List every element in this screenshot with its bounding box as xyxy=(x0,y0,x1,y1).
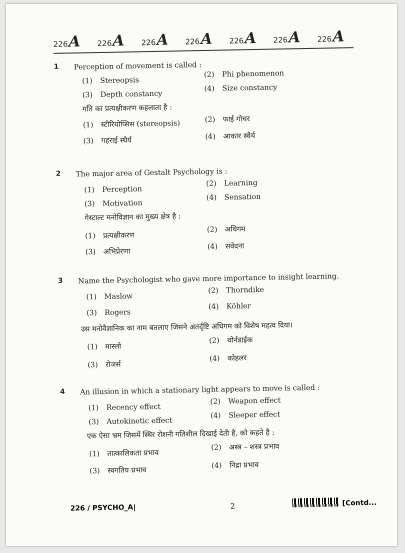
question-text-en: Perception of movement is called : xyxy=(73,60,202,72)
option-en-2: (2) Learning xyxy=(205,177,258,188)
question-text-en: An illusion in which a stationary light appears to move is called : xyxy=(79,382,320,397)
option-en-1: (1) Stereopsis xyxy=(81,75,140,86)
header-segment: 226A xyxy=(53,32,81,51)
option-hi-1: (1) मास्लो xyxy=(87,341,122,352)
option-hi-3: (3) स्वगतिय प्रभाव xyxy=(89,465,147,476)
header-segment: 226A xyxy=(141,30,169,49)
option-en-3: (3) Autokinetic effect xyxy=(88,415,173,427)
continued-label: [Contd... xyxy=(342,498,377,508)
option-en-4: (4) Size constancy xyxy=(204,82,278,93)
paper-code: 226 / PSYCHO_A| xyxy=(70,503,136,513)
option-en-1: (1) Recency effect xyxy=(88,401,161,413)
option-hi-4: (4) आकार स्थैर्य xyxy=(205,131,256,141)
option-en-4: (4) Sleeper effect xyxy=(210,409,281,420)
barcode xyxy=(292,498,338,508)
option-en-2: (2) Phi phenomenon xyxy=(203,68,285,79)
option-hi-1: (1) स्टीरियोप्सिस (stereopsis) xyxy=(82,118,181,130)
document-page xyxy=(6,4,397,546)
header-segment: 226A xyxy=(229,28,257,48)
question-text-en: The major area of Gestalt Psychology is : xyxy=(75,166,228,179)
option-hi-3: (3) रोजर्स xyxy=(87,359,121,370)
page-content xyxy=(6,4,397,546)
question-2 xyxy=(56,164,358,260)
question-text-en: Name the Psychologist who gave more importance to insight learning. xyxy=(77,271,339,286)
option-en-2: (2) Thorndike xyxy=(208,284,265,295)
question-text-hi: गेस्टाल्ट मनोविज्ञान का मुख्य क्षेत्र है : xyxy=(84,211,181,223)
page-footer xyxy=(70,498,377,525)
question-number: 3 xyxy=(57,276,63,285)
option-en-4: (4) Sensation xyxy=(206,191,261,202)
option-en-1: (1) Maslow xyxy=(86,291,133,302)
question-1 xyxy=(54,57,356,153)
option-hi-4: (4) निद्रा प्रभाव xyxy=(211,460,259,470)
page-number: 2 xyxy=(230,501,236,511)
header-segment: 226A xyxy=(185,29,213,49)
question-text-hi: एक ऐसा भ्रम जिसमें स्थिर रोशनी गतिशील दिखाई देती है, को कहते है : xyxy=(86,427,275,441)
question-number: 1 xyxy=(53,62,59,71)
option-en-1: (1) Perception xyxy=(84,184,143,195)
question-3 xyxy=(58,271,360,372)
option-hi-2: (2) अधिगम xyxy=(206,224,246,234)
option-hi-3: (3) गहराई स्थैर्य xyxy=(83,135,132,146)
header-segment: 226A xyxy=(317,27,345,46)
option-hi-1: (1) प्रत्यक्षीकरण xyxy=(84,230,135,241)
option-en-3: (3) Depth constancy xyxy=(82,88,163,100)
question-text-hi: गति का प्रत्यक्षीकरण कहलाता है : xyxy=(82,102,173,114)
header-segment: 226A xyxy=(273,28,301,47)
question-number: 2 xyxy=(55,169,61,178)
option-hi-4: (4) संवेदना xyxy=(207,241,245,251)
option-en-4: (4) Köhler xyxy=(208,301,252,311)
option-hi-4: (4) कोहलर xyxy=(209,353,247,363)
option-hi-2: (2) फाई गोचर xyxy=(204,114,250,124)
option-hi-2: (2) अस्त्र – शस्त्र प्रभाव xyxy=(211,441,280,452)
option-hi-2: (2) थोर्नडाईक xyxy=(208,335,253,345)
question-number: 4 xyxy=(59,387,65,396)
option-hi-3: (3) अभिप्रेरणा xyxy=(85,246,131,257)
option-hi-1: (1) तात्कालिकता प्रभाव xyxy=(89,447,159,459)
option-en-3: (3) Rogers xyxy=(86,307,131,318)
option-en-2: (2) Weapon effect xyxy=(210,395,281,406)
question-text-hi: उस मनोवैज्ञानिक का नाम बतलाए जिसने अंतर्दृष्टि अधिगम को विशेष महत्व दिया। xyxy=(80,320,293,334)
question-4 xyxy=(60,382,362,483)
option-en-3: (3) Motivation xyxy=(84,198,143,209)
header-segment: 226A xyxy=(97,31,125,50)
